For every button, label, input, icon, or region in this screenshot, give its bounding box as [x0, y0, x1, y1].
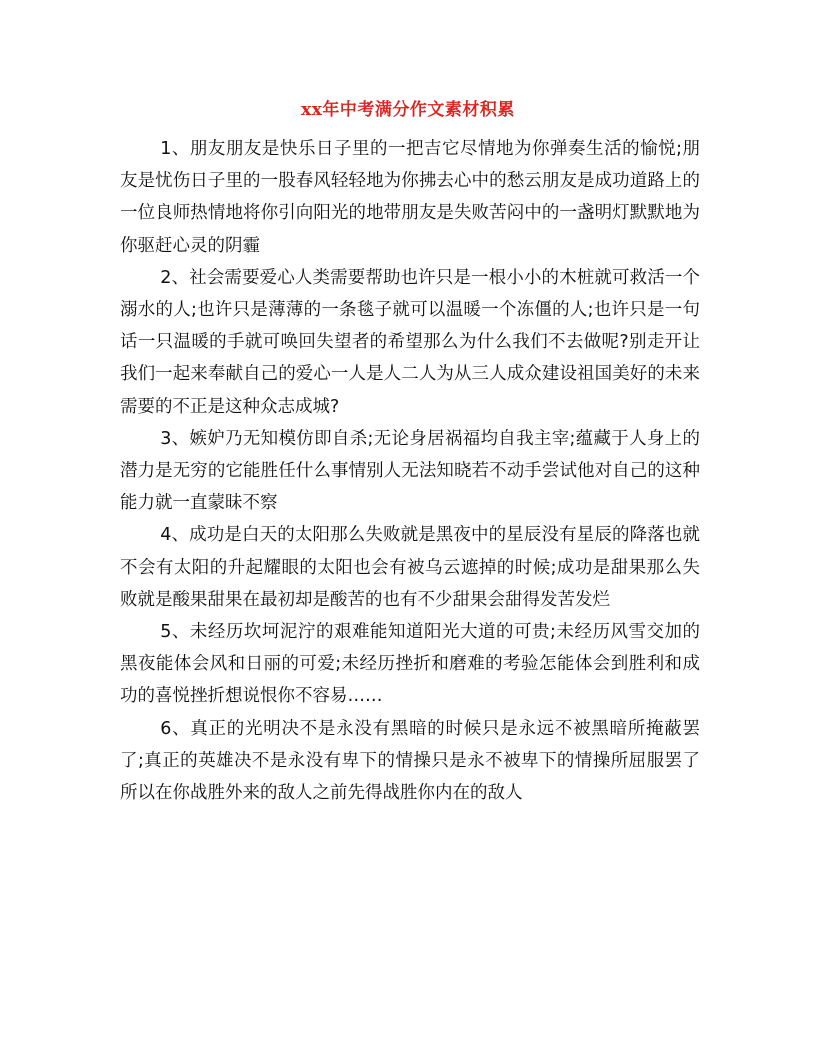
paragraph-1: 1、朋友朋友是快乐日子里的一把吉它尽情地为你弹奏生活的愉悦;朋友是忧伤日子里的一股春风轻轻地为你拂去心中的愁云朋友是成功道路上的一位良师热情地将你引向阳光的地带朋友是失败苦闷中的一盏明灯默默地为你驱赶心灵的阴霾 [120, 139, 700, 256]
paragraph-5: 5、未经历坎坷泥泞的艰难能知道阳光大道的可贵;未经历风雪交加的黑夜能体会风和日丽的可爱;未经历挫折和磨难的考验怎能体会到胜利和成功的喜悦挫折想说恨你不容易…… [120, 622, 700, 707]
paragraph-6: 6、真正的光明决不是永没有黑暗的时候只是永远不被黑暗所掩蔽罢了;真正的英雄决不是永没有卑下的情操只是永不被卑下的情操所屈服罢了所以在你战胜外来的敌人之前先得战胜你内在的敌人 [120, 718, 700, 804]
paragraph-4: 4、成功是白天的太阳那么失败就是黑夜中的星辰没有星辰的降落也就不会有太阳的升起耀眼的太阳也会有被乌云遮掉的时候;成功是甜果那么失败就是酸果甜果在最初却是酸苦的也有不少甜果会甜得发苦发烂 [120, 525, 700, 610]
document-body [120, 133, 700, 809]
document-title: xx年中考满分作文素材积累 [301, 100, 515, 120]
paragraph-2: 2、社会需要爱心人类需要帮助也许只是一根小小的木桩就可救活一个溺水的人;也许只是薄薄的一条毯子就可以温暖一个冻僵的人;也许只是一句话一只温暖的手就可唤回失望者的希望那么为什么我们不去做呢?别走开让我们一起来奉献自己的爱心一人是人二人为从三人成众建设祖国美好的未来需要的不正是这种众志成城? [120, 267, 700, 417]
paragraph-3: 3、嫉妒乃无知模仿即自杀;无论身居祸福均自我主宰;蕴藏于人身上的潜力是无穷的它能胜任什么事情别人无法知晓若不动手尝试他对自己的这种能力就一直蒙昧不察 [120, 428, 700, 514]
